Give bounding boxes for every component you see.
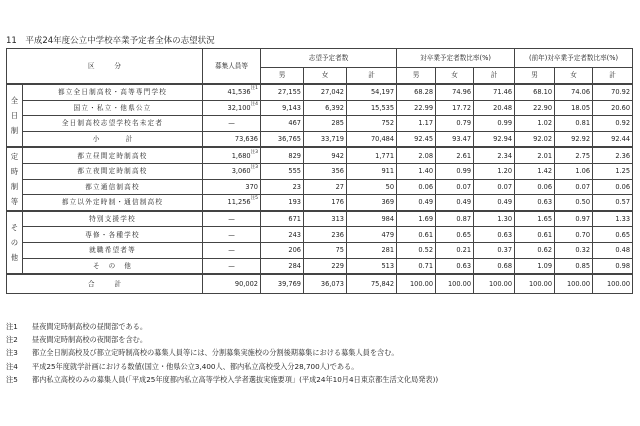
value-cell: 2.01 — [515, 147, 555, 163]
total-recruit: 90,002 — [203, 274, 261, 294]
recruit-value: 370 — [245, 182, 258, 191]
value-cell: 555 — [261, 163, 304, 179]
header-total: 計 — [347, 68, 397, 85]
group-label-char: 時 — [10, 167, 19, 177]
value-cell: 1.25 — [593, 163, 633, 179]
header-category: 区 分 — [7, 49, 203, 85]
page-title: 11 平成24年度公立中学校卒業予定者全体の志望状況 — [6, 36, 215, 46]
value-cell: 0.07 — [555, 179, 593, 195]
table-row — [7, 258, 633, 274]
recruit-cell — [203, 147, 261, 163]
table-row — [7, 195, 633, 211]
value-cell: 0.48 — [593, 242, 633, 258]
value-cell: 50 — [347, 179, 397, 195]
value-cell: 0.85 — [555, 258, 593, 274]
row-label: 都立以外定時制・通信制高校 — [23, 195, 203, 211]
value-cell: 1.30 — [474, 211, 515, 227]
value-cell: 70,484 — [347, 131, 397, 147]
value-cell: 2.61 — [436, 147, 474, 163]
value-cell: 68.10 — [515, 84, 555, 100]
header-male: 男 — [261, 68, 304, 85]
value-cell: 0.21 — [436, 242, 474, 258]
value-cell: 984 — [347, 211, 397, 227]
value-cell: 92.92 — [555, 131, 593, 147]
row-label: 特別支援学校 — [23, 211, 203, 227]
value-cell: 1.42 — [515, 163, 555, 179]
total-row — [7, 274, 633, 294]
recruit-cell — [203, 242, 261, 258]
value-cell: 0.32 — [555, 242, 593, 258]
value-cell: 0.68 — [474, 258, 515, 274]
footnote-label: 注4 — [6, 361, 18, 371]
value-cell: 0.49 — [397, 195, 436, 211]
value-cell: 92.94 — [474, 131, 515, 147]
table-row — [7, 242, 633, 258]
value-cell: 27,155 — [261, 84, 304, 100]
recruit-value: 41,536 — [227, 88, 251, 97]
value-cell: 356 — [304, 163, 347, 179]
value-cell: 369 — [347, 195, 397, 211]
value-cell: 92.45 — [397, 131, 436, 147]
value-cell: 236 — [304, 227, 347, 243]
value-cell: 281 — [347, 242, 397, 258]
header-ratio: 対卒業予定者数比率(%) — [397, 49, 515, 68]
footnotes — [6, 320, 438, 386]
value-cell: 0.99 — [474, 116, 515, 132]
header-female: 女 — [304, 68, 347, 85]
value-cell: 92.44 — [593, 131, 633, 147]
table-row — [7, 211, 633, 227]
value-cell: 479 — [347, 227, 397, 243]
table-row — [7, 179, 633, 195]
value-cell: 284 — [261, 258, 304, 274]
recruit-cell — [203, 195, 261, 211]
footnote-label: 注3 — [6, 348, 18, 358]
recruit-value: — — [228, 230, 235, 239]
value-cell: 1.69 — [397, 211, 436, 227]
value-cell: 1,771 — [347, 147, 397, 163]
footnote-label: 注2 — [6, 335, 18, 345]
group-label-char: の — [10, 237, 19, 247]
footnote-label: 注5 — [6, 374, 18, 384]
recruit-cell — [203, 84, 261, 100]
total-label: 合 計 — [7, 274, 203, 294]
header-female: 女 — [555, 68, 593, 85]
value-cell: 0.99 — [436, 163, 474, 179]
value-cell: 0.61 — [397, 227, 436, 243]
value-cell: 0.63 — [474, 227, 515, 243]
note-marker: 注1 — [250, 86, 258, 92]
value-cell: 20.60 — [593, 100, 633, 116]
row-label: 都立昼間定時制高校 — [23, 147, 203, 163]
group-label-char: 制 — [10, 126, 19, 136]
recruit-value: 3,060 — [231, 167, 251, 176]
value-cell: 206 — [261, 242, 304, 258]
value-cell: 74.06 — [555, 84, 593, 100]
value-cell: 0.57 — [593, 195, 633, 211]
value-cell: 285 — [304, 116, 347, 132]
recruit-cell — [203, 179, 261, 195]
recruit-cell — [203, 163, 261, 179]
table-row — [7, 116, 633, 132]
footnote — [6, 360, 438, 373]
value-cell: 0.87 — [436, 211, 474, 227]
value-cell: 0.50 — [555, 195, 593, 211]
value-cell: 0.07 — [474, 179, 515, 195]
header-applicants: 志望予定者数 — [261, 49, 397, 68]
value-cell: 75 — [304, 242, 347, 258]
value-cell: 942 — [304, 147, 347, 163]
header-male: 男 — [515, 68, 555, 85]
value-cell: 0.37 — [474, 242, 515, 258]
value-cell: 1.02 — [515, 116, 555, 132]
row-label: 専修・各種学校 — [23, 227, 203, 243]
group-label-char: 定 — [10, 152, 19, 162]
value-cell: 71.46 — [474, 84, 515, 100]
group-label-char: そ — [10, 222, 19, 232]
value-cell: 0.07 — [436, 179, 474, 195]
value-cell: 54,197 — [347, 84, 397, 100]
value-cell: 93.47 — [436, 131, 474, 147]
total-value-cell: 100.00 — [474, 274, 515, 294]
group-label — [7, 84, 23, 147]
value-cell: 0.81 — [555, 116, 593, 132]
footnote-label: 注1 — [6, 322, 18, 331]
value-cell: 243 — [261, 227, 304, 243]
value-cell: 27 — [304, 179, 347, 195]
value-cell: 2.08 — [397, 147, 436, 163]
header-recruit: 募集人員等 — [203, 49, 261, 85]
value-cell: 0.79 — [436, 116, 474, 132]
value-cell: 17.72 — [436, 100, 474, 116]
recruit-value: 1,680 — [231, 151, 251, 160]
table-row — [7, 84, 633, 100]
group-label — [7, 211, 23, 274]
header-total: 計 — [593, 68, 633, 85]
value-cell: 911 — [347, 163, 397, 179]
footnote — [6, 333, 438, 346]
row-label: 国立・私立・他県公立 — [23, 100, 203, 116]
value-cell: 0.70 — [555, 227, 593, 243]
value-cell: 0.62 — [515, 242, 555, 258]
recruit-value: 73,636 — [234, 135, 258, 144]
header-female: 女 — [436, 68, 474, 85]
value-cell: 1.09 — [515, 258, 555, 274]
footnote-text: 都内私立高校のみの募集人員(「平成25年度都内私立高等学校入学者選抜実施要項」(平成24年10月4日東京都生活文化局発表)) — [32, 374, 439, 384]
footnote — [6, 346, 438, 359]
recruit-cell — [203, 100, 261, 116]
footnote — [6, 373, 438, 386]
value-cell: 176 — [304, 195, 347, 211]
value-cell: 27,042 — [304, 84, 347, 100]
value-cell: 33,719 — [304, 131, 347, 147]
value-cell: 0.06 — [515, 179, 555, 195]
group-label-char: 全 — [10, 96, 19, 106]
recruit-value: — — [228, 246, 235, 255]
value-cell: 0.49 — [474, 195, 515, 211]
value-cell: 0.65 — [593, 227, 633, 243]
value-cell: 70.92 — [593, 84, 633, 100]
note-marker: 注3 — [250, 149, 258, 155]
value-cell: 313 — [304, 211, 347, 227]
footnote-text: 昼夜間定時制高校の夜間部を含む。 — [32, 335, 148, 345]
value-cell: 0.92 — [593, 116, 633, 132]
footnote-text: 都立全日制高校及び都立定時制高校の募集人員等には、分割募集実施校の分割後期募集における募集人員を含む。 — [32, 348, 399, 358]
value-cell: 2.34 — [474, 147, 515, 163]
row-label: 就職希望者等 — [23, 242, 203, 258]
total-value-cell: 39,769 — [261, 274, 304, 294]
footnote — [6, 320, 438, 333]
value-cell: 1.17 — [397, 116, 436, 132]
value-cell: 513 — [347, 258, 397, 274]
recruit-value: — — [228, 215, 235, 224]
total-value-cell: 75,842 — [347, 274, 397, 294]
recruit-cell — [203, 227, 261, 243]
application-status-table — [6, 48, 633, 294]
value-cell: 6,392 — [304, 100, 347, 116]
value-cell: 18.05 — [555, 100, 593, 116]
value-cell: 20.48 — [474, 100, 515, 116]
value-cell: 0.65 — [436, 227, 474, 243]
header-total: 計 — [474, 68, 515, 85]
value-cell: 0.63 — [436, 258, 474, 274]
total-value-cell: 36,073 — [304, 274, 347, 294]
header-male: 男 — [397, 68, 436, 85]
value-cell: 15,535 — [347, 100, 397, 116]
header-prev-ratio: (前年)対卒業予定者数比率(%) — [515, 49, 633, 68]
value-cell: 752 — [347, 116, 397, 132]
total-value-cell: 100.00 — [397, 274, 436, 294]
value-cell: 1.65 — [515, 211, 555, 227]
value-cell: 9,143 — [261, 100, 304, 116]
value-cell: 0.49 — [436, 195, 474, 211]
value-cell: 2.75 — [555, 147, 593, 163]
total-value-cell: 100.00 — [555, 274, 593, 294]
value-cell: 671 — [261, 211, 304, 227]
note-marker: 注4 — [250, 101, 258, 107]
recruit-value: — — [228, 261, 235, 270]
value-cell: 0.52 — [397, 242, 436, 258]
value-cell: 0.63 — [515, 195, 555, 211]
group-label-char: 他 — [10, 252, 19, 262]
group-label-char: 制 — [10, 182, 19, 192]
value-cell: 23 — [261, 179, 304, 195]
row-label: 都立全日制高校・高等専門学校 — [23, 84, 203, 100]
header-row-1 — [7, 49, 633, 68]
value-cell: 0.98 — [593, 258, 633, 274]
recruit-value: — — [228, 119, 235, 128]
recruit-value: 32,100 — [227, 103, 251, 112]
recruit-cell — [203, 116, 261, 132]
value-cell: 0.61 — [515, 227, 555, 243]
value-cell: 0.06 — [593, 179, 633, 195]
recruit-cell — [203, 211, 261, 227]
value-cell: 0.71 — [397, 258, 436, 274]
footnote-text: 昼夜間定時制高校の昼間部である。 — [32, 322, 148, 331]
table-row — [7, 147, 633, 163]
note-marker: 注5 — [250, 196, 258, 202]
value-cell: 229 — [304, 258, 347, 274]
value-cell: 467 — [261, 116, 304, 132]
value-cell: 36,765 — [261, 131, 304, 147]
table-row — [7, 131, 633, 147]
table-row — [7, 227, 633, 243]
table-row — [7, 100, 633, 116]
recruit-cell — [203, 258, 261, 274]
table-row — [7, 163, 633, 179]
total-value-cell: 100.00 — [515, 274, 555, 294]
value-cell: 0.06 — [397, 179, 436, 195]
value-cell: 22.99 — [397, 100, 436, 116]
group-label-char: 等 — [10, 197, 19, 207]
value-cell: 92.02 — [515, 131, 555, 147]
row-label: 小 計 — [23, 131, 203, 147]
note-marker: 注3 — [250, 165, 258, 171]
value-cell: 193 — [261, 195, 304, 211]
value-cell: 1.33 — [593, 211, 633, 227]
recruit-cell — [203, 131, 261, 147]
total-value-cell: 100.00 — [593, 274, 633, 294]
total-value-cell: 100.00 — [436, 274, 474, 294]
value-cell: 22.90 — [515, 100, 555, 116]
value-cell: 829 — [261, 147, 304, 163]
group-label — [7, 147, 23, 210]
group-label-char: 日 — [10, 111, 19, 121]
value-cell: 74.96 — [436, 84, 474, 100]
value-cell: 0.97 — [555, 211, 593, 227]
row-label: そ の 他 — [23, 258, 203, 274]
row-label: 都立通信制高校 — [23, 179, 203, 195]
value-cell: 1.20 — [474, 163, 515, 179]
value-cell: 1.40 — [397, 163, 436, 179]
row-label: 全日制高校志望学校名未定者 — [23, 116, 203, 132]
recruit-value: 11,256 — [227, 198, 251, 207]
value-cell: 68.28 — [397, 84, 436, 100]
value-cell: 1.06 — [555, 163, 593, 179]
value-cell: 2.36 — [593, 147, 633, 163]
row-label: 都立夜間定時制高校 — [23, 163, 203, 179]
footnote-text: 平成25年度就学計画における数値(国立・他県公立3,400人、都内私立高校受入分28,700人)である。 — [32, 361, 359, 371]
